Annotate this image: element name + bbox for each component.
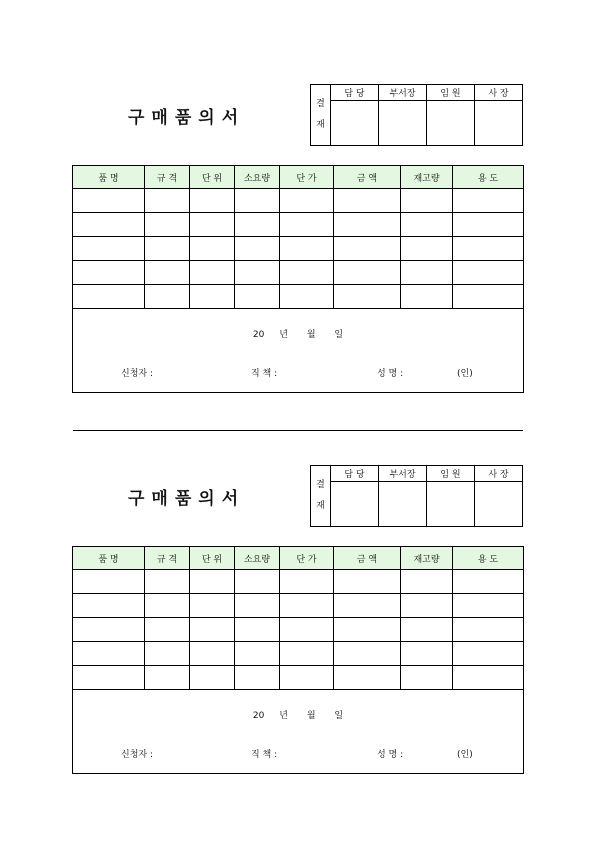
table-cell[interactable] — [334, 285, 401, 309]
table-cell[interactable] — [401, 642, 453, 666]
table-cell[interactable] — [235, 285, 280, 309]
header-item-name: 품 명 — [73, 166, 145, 189]
date-day-unit: 일 — [334, 711, 344, 721]
form-title: 구매품의서 — [128, 108, 246, 128]
table-cell[interactable] — [453, 237, 524, 261]
table-cell[interactable] — [190, 666, 235, 690]
table-header-row — [73, 166, 524, 189]
table-row — [73, 618, 524, 642]
table-row — [73, 261, 524, 285]
table-cell[interactable] — [280, 189, 334, 213]
table-cell[interactable] — [190, 642, 235, 666]
date-line — [73, 708, 523, 721]
table-cell[interactable] — [334, 642, 401, 666]
table-cell[interactable] — [453, 618, 524, 642]
table-cell[interactable] — [401, 594, 453, 618]
table-row — [73, 237, 524, 261]
table-cell[interactable] — [334, 189, 401, 213]
table-cell[interactable] — [453, 570, 524, 594]
table-cell[interactable] — [73, 189, 145, 213]
table-row — [73, 594, 524, 618]
table-cell[interactable] — [190, 261, 235, 285]
table-cell[interactable] — [145, 642, 190, 666]
approval-role-president: 사 장 — [475, 466, 523, 482]
table-cell[interactable] — [145, 213, 190, 237]
table-cell[interactable] — [401, 237, 453, 261]
table-cell[interactable] — [453, 666, 524, 690]
header-unit-price: 단 가 — [280, 547, 334, 570]
table-cell[interactable] — [401, 261, 453, 285]
table-cell[interactable] — [73, 237, 145, 261]
table-cell[interactable] — [453, 642, 524, 666]
table-cell[interactable] — [145, 237, 190, 261]
date-month-unit: 월 — [306, 711, 316, 721]
table-cell[interactable] — [334, 594, 401, 618]
table-cell[interactable] — [334, 237, 401, 261]
table-cell[interactable] — [145, 261, 190, 285]
approval-sign-president[interactable] — [475, 101, 523, 146]
table-cell[interactable] — [235, 261, 280, 285]
approval-role-dept-head: 부서장 — [379, 85, 427, 101]
table-cell[interactable] — [235, 642, 280, 666]
date-year-unit: 년 — [279, 711, 288, 721]
approval-box — [310, 465, 523, 527]
table-cell[interactable] — [73, 285, 145, 309]
table-cell[interactable] — [453, 189, 524, 213]
table-cell[interactable] — [280, 642, 334, 666]
form-footer — [73, 690, 524, 774]
table-cell[interactable] — [453, 261, 524, 285]
header-purpose: 용 도 — [453, 547, 524, 570]
table-row — [73, 285, 524, 309]
table-cell[interactable] — [190, 285, 235, 309]
table-cell[interactable] — [401, 618, 453, 642]
approval-role-dept-head: 부서장 — [379, 466, 427, 482]
table-cell[interactable] — [145, 570, 190, 594]
table-cell[interactable] — [401, 666, 453, 690]
approval-sign-dept-head[interactable] — [379, 101, 427, 146]
table-cell[interactable] — [280, 570, 334, 594]
table-cell[interactable] — [73, 261, 145, 285]
header-spec: 규 격 — [145, 547, 190, 570]
approval-sign-executive[interactable] — [427, 101, 475, 146]
items-table — [72, 165, 524, 393]
table-cell[interactable] — [453, 594, 524, 618]
table-cell[interactable] — [334, 666, 401, 690]
header-item-name: 품 명 — [73, 547, 145, 570]
approval-role-executive: 임 원 — [427, 85, 475, 101]
header-stock: 재고량 — [401, 166, 453, 189]
form-title: 구매품의서 — [128, 489, 246, 509]
date-month-unit: 월 — [306, 330, 316, 340]
form-footer — [73, 309, 524, 393]
date-year: 20 — [252, 330, 265, 340]
position-label: 직 책 : — [251, 369, 278, 379]
table-cell[interactable] — [280, 594, 334, 618]
table-cell[interactable] — [401, 570, 453, 594]
approval-role-staff: 담 당 — [331, 466, 379, 482]
date-year-unit: 년 — [279, 330, 288, 340]
table-cell[interactable] — [235, 618, 280, 642]
date-year: 20 — [252, 711, 265, 721]
table-cell[interactable] — [334, 570, 401, 594]
table-row — [73, 189, 524, 213]
table-cell[interactable] — [280, 213, 334, 237]
table-cell[interactable] — [401, 189, 453, 213]
approval-role-executive: 임 원 — [427, 466, 475, 482]
approval-sign-president[interactable] — [475, 482, 523, 527]
table-cell[interactable] — [190, 189, 235, 213]
table-cell[interactable] — [190, 213, 235, 237]
table-cell[interactable] — [334, 618, 401, 642]
table-cell[interactable] — [145, 594, 190, 618]
table-cell[interactable] — [73, 618, 145, 642]
table-cell[interactable] — [334, 261, 401, 285]
table-cell[interactable] — [73, 213, 145, 237]
table-cell[interactable] — [334, 213, 401, 237]
table-cell[interactable] — [401, 285, 453, 309]
table-cell[interactable] — [453, 213, 524, 237]
approval-side-label: 결 재 — [311, 85, 331, 146]
table-cell[interactable] — [235, 213, 280, 237]
header-unit: 단 위 — [190, 547, 235, 570]
name-label: 성 명 : — [377, 750, 404, 760]
table-row — [73, 570, 524, 594]
applicant-label: 신청자 : — [121, 369, 153, 379]
table-row — [73, 666, 524, 690]
date-day-unit: 일 — [334, 330, 344, 340]
table-cell[interactable] — [73, 666, 145, 690]
header-quantity: 소요량 — [235, 547, 280, 570]
position-label: 직 책 : — [251, 750, 278, 760]
table-cell[interactable] — [190, 237, 235, 261]
table-cell[interactable] — [280, 618, 334, 642]
table-cell[interactable] — [145, 618, 190, 642]
approval-sign-executive[interactable] — [427, 482, 475, 527]
table-cell[interactable] — [73, 570, 145, 594]
header-stock: 재고량 — [401, 547, 453, 570]
approval-sign-dept-head[interactable] — [379, 482, 427, 527]
table-cell[interactable] — [190, 618, 235, 642]
approval-side-label: 결 재 — [311, 466, 331, 527]
table-cell[interactable] — [453, 285, 524, 309]
approval-role-staff: 담 당 — [331, 85, 379, 101]
table-row — [73, 213, 524, 237]
header-purpose: 용 도 — [453, 166, 524, 189]
table-cell[interactable] — [280, 237, 334, 261]
table-cell[interactable] — [235, 189, 280, 213]
items-table — [72, 546, 524, 774]
table-cell[interactable] — [190, 594, 235, 618]
date-line — [73, 327, 523, 340]
approval-role-president: 사 장 — [475, 85, 523, 101]
header-amount: 금 액 — [334, 166, 401, 189]
table-cell[interactable] — [190, 570, 235, 594]
purchase-form-2 — [0, 381, 595, 760]
table-cell[interactable] — [73, 594, 145, 618]
table-cell[interactable] — [235, 237, 280, 261]
approval-box — [310, 84, 523, 146]
header-unit: 단 위 — [190, 166, 235, 189]
header-unit-price: 단 가 — [280, 166, 334, 189]
seal-label: (인) — [457, 369, 473, 379]
seal-label: (인) — [457, 750, 473, 760]
header-quantity: 소요량 — [235, 166, 280, 189]
table-cell[interactable] — [145, 285, 190, 309]
table-header-row — [73, 547, 524, 570]
table-row — [73, 642, 524, 666]
table-cell[interactable] — [145, 189, 190, 213]
table-cell[interactable] — [73, 642, 145, 666]
table-cell[interactable] — [235, 666, 280, 690]
table-cell[interactable] — [235, 594, 280, 618]
table-cell[interactable] — [280, 261, 334, 285]
header-spec: 규 격 — [145, 166, 190, 189]
purchase-form-1 — [0, 0, 595, 379]
approval-sign-staff[interactable] — [331, 101, 379, 146]
table-cell[interactable] — [401, 213, 453, 237]
table-cell[interactable] — [145, 666, 190, 690]
approval-sign-staff[interactable] — [331, 482, 379, 527]
table-cell[interactable] — [235, 570, 280, 594]
header-amount: 금 액 — [334, 547, 401, 570]
table-cell[interactable] — [280, 666, 334, 690]
table-cell[interactable] — [280, 285, 334, 309]
name-label: 성 명 : — [377, 369, 404, 379]
applicant-label: 신청자 : — [121, 750, 153, 760]
